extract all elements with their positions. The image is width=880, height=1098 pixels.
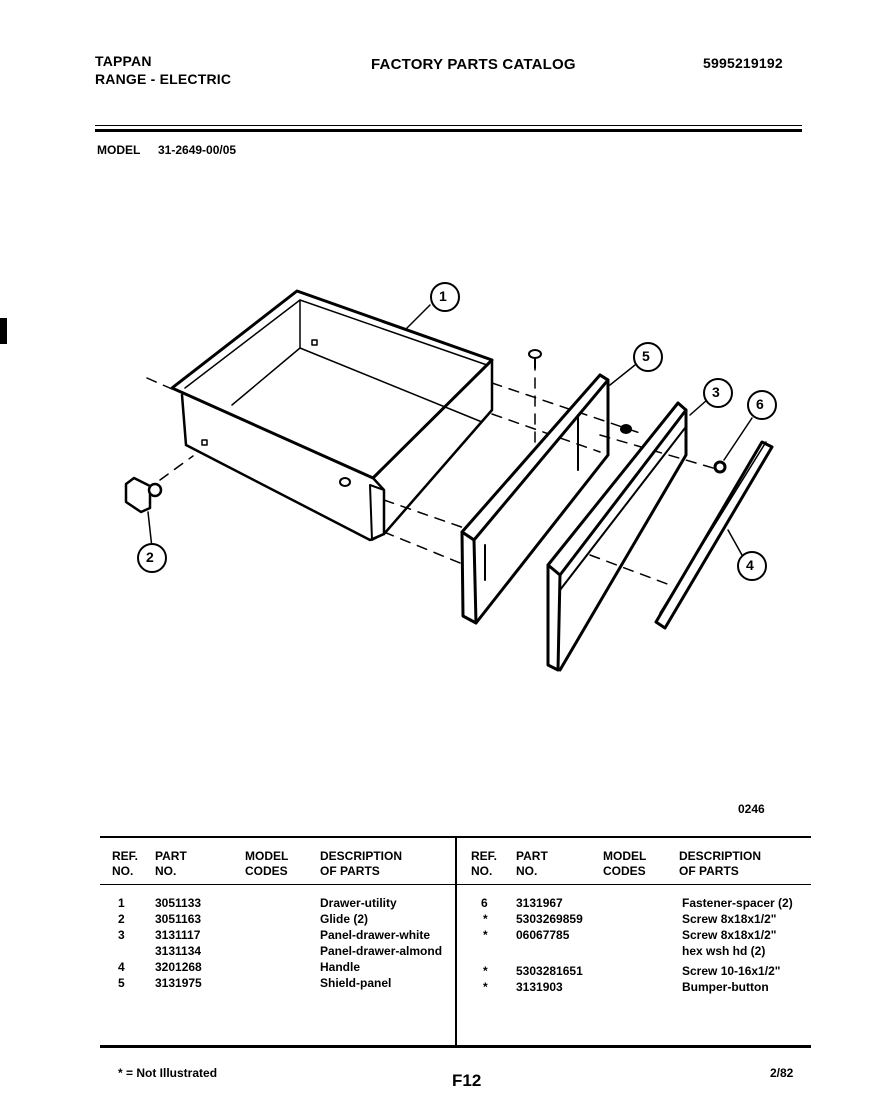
- model-label: MODEL: [97, 143, 141, 157]
- drawer-utility-drawing: [172, 291, 492, 540]
- figure-code: 0246: [738, 802, 765, 816]
- callout-3: 3: [712, 384, 720, 400]
- col-header-description-right: DESCRIPTION OF PARTS: [679, 849, 762, 878]
- page-number: F12: [452, 1071, 482, 1090]
- model-number: 31-2649-00/05: [158, 143, 237, 157]
- revision-date: 2/82: [770, 1066, 794, 1080]
- callout-1: 1: [439, 288, 447, 304]
- glide-drawing: [126, 478, 161, 512]
- header-underline: [100, 884, 811, 885]
- footer-rule: [100, 1045, 811, 1048]
- catalog-number: 5995219192: [703, 55, 783, 71]
- shield-panel-drawing: [462, 375, 608, 623]
- table-divider: [455, 836, 457, 1046]
- handle-drawing: [656, 442, 772, 628]
- col-header-part: PART NO.: [155, 849, 187, 878]
- brand-name: TAPPAN: [95, 53, 152, 69]
- callout-5: 5: [642, 348, 650, 364]
- col-header-ref: REF. NO.: [112, 849, 139, 878]
- catalog-title: FACTORY PARTS CATALOG: [371, 56, 576, 73]
- not-illustrated-note: * = Not Illustrated: [118, 1066, 218, 1080]
- callout-6: 6: [756, 396, 764, 412]
- product-type: RANGE - ELECTRIC: [95, 71, 232, 87]
- col-header-model-codes: MODEL CODES: [245, 849, 289, 878]
- col-header-part-right: PART NO.: [516, 849, 548, 878]
- col-header-model-codes-right: MODEL CODES: [603, 849, 647, 878]
- callout-4: 4: [746, 557, 754, 573]
- drawer-panel-drawing: [548, 403, 686, 670]
- col-header-description: DESCRIPTION OF PARTS: [320, 849, 403, 878]
- callout-2: 2: [146, 549, 154, 565]
- col-header-ref-right: REF. NO.: [471, 849, 498, 878]
- callout-circles: [138, 283, 776, 580]
